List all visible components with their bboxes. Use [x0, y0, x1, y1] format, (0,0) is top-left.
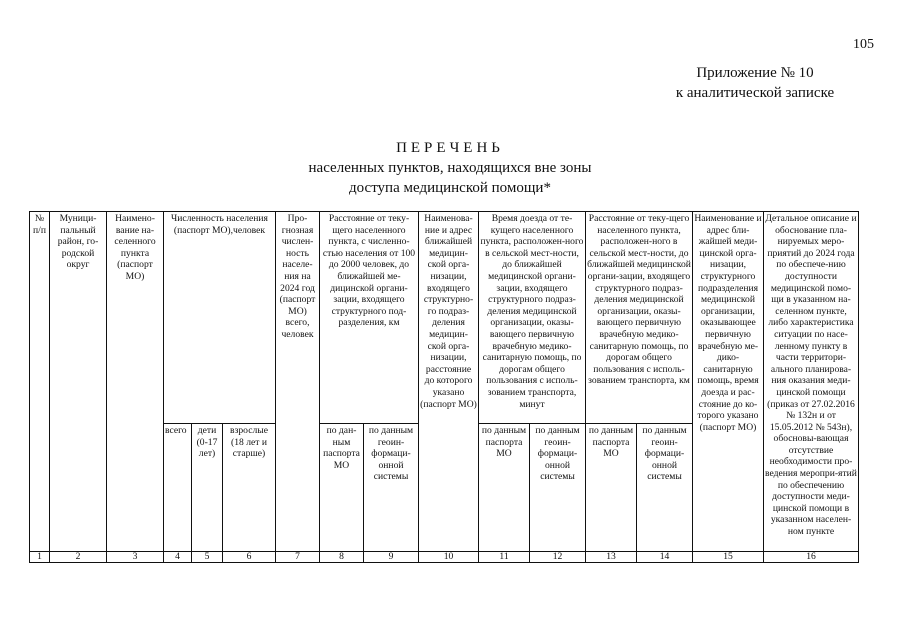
column-number: 16	[764, 552, 859, 563]
column-number: 1	[30, 552, 50, 563]
header-col-7: Про-гнозная числен-ность населе-ния на 2024 год (паспорт МО) всего, человек	[276, 212, 320, 552]
header-col-14: по данным геоин-формаци-онной системы	[637, 424, 693, 552]
header-col-4-6: Численность населения (паспорт МО),человек	[164, 212, 276, 424]
appendix-line-2: к аналитической записке	[675, 85, 835, 101]
header-col-13: по данным паспорта МО	[586, 424, 637, 552]
header-col-6: взрослые (18 лет и старше)	[223, 424, 276, 552]
header-col-4: всего	[164, 424, 192, 552]
title-line-2: населенных пунктов, находящихся вне зоны	[308, 160, 592, 176]
settlements-table	[29, 211, 859, 563]
column-number: 11	[479, 552, 530, 563]
appendix-caption	[645, 63, 865, 103]
page-number: 105	[853, 37, 874, 52]
column-number: 13	[586, 552, 637, 563]
header-col-8-9: Расстояние от теку-щего населенного пункта, с численно-стью населения от 100 до 2000 человек, до ближайшей ме-дицинской органи-зации, входящего структурного под-разделения, км	[320, 212, 419, 424]
column-number: 8	[320, 552, 364, 563]
header-col-13-14: Расстояние от теку-щего населенного пункта, расположен-ного в сельской мест-ности, до ближайшей медицинской органи-зации, входящего структурного подраз-деления медицинской организации, оказы-вающего первичную врачебную медико-санитарную помощь, по дорогам общего пользования с исполь-зованием транспорта, км	[586, 212, 693, 424]
header-col-11: по данным паспорта МО	[479, 424, 530, 552]
column-number-row	[30, 552, 859, 563]
header-row-1	[30, 212, 859, 424]
column-number: 4	[164, 552, 192, 563]
appendix-line-1: Приложение № 10	[696, 65, 814, 81]
column-number: 9	[364, 552, 419, 563]
column-number: 12	[530, 552, 586, 563]
column-number: 14	[637, 552, 693, 563]
header-col-10: Наименова-ние и адрес ближайшей медицин-ской орга-низации, входящего структурно-го подраз-деления медицин-ской орга-низации, расстояние до которого указано (паспорт МО)	[419, 212, 479, 552]
header-col-3: Наимено-вание на-селенного пункта (паспорт МО)	[107, 212, 164, 552]
header-col-5: дети (0-17 лет)	[192, 424, 223, 552]
header-col-12: по данным геоин-формаци-онной системы	[530, 424, 586, 552]
column-number: 15	[693, 552, 764, 563]
column-number: 6	[223, 552, 276, 563]
header-col-11-12: Время доезда от те-кущего населенного пункта, расположен-ного в сельской мест-ности, до ближайшей медицинской органи-зации, входящего структурного подраз-деления медицинской организации, оказы-вающего первичную врачебную медико-санитарную помощь, по дорогам общего пользования с исполь-зованием транспорта, минут	[479, 212, 586, 424]
header-col-2: Муници-пальный район, го-родской округ	[50, 212, 107, 552]
column-number: 2	[50, 552, 107, 563]
document-title	[240, 138, 660, 198]
column-number: 7	[276, 552, 320, 563]
header-col-15: Наименование и адрес бли-жайшей меди-цинской орга-низации, структурного подразделения медицинской организации, оказывающее первичную врачебную ме-дико-санитарную помощь, время доезда и рас-стояние до ко-торого указано (паспорт МО)	[693, 212, 764, 552]
title-line-3: доступа медицинской помощи*	[349, 180, 551, 196]
column-number: 10	[419, 552, 479, 563]
header-col-9: по данным геоин-формаци-онной системы	[364, 424, 419, 552]
title-line-1: ПЕРЕЧЕНЬ	[396, 140, 504, 156]
column-number: 5	[192, 552, 223, 563]
header-col-1: № п/п	[30, 212, 50, 552]
column-number: 3	[107, 552, 164, 563]
header-col-8: по дан-ным паспорта МО	[320, 424, 364, 552]
header-col-16: Детальное описание и обоснование пла-нируемых меро-приятий до 2024 года по обеспече-нию доступности медицинской помо-щи в указанном на-селенном пункте, либо характеристика ситуации по насе-ленному пункту в части территори-ального планирова-ния оказания меди-цинской помощи (приказ от 27.02.2016 № 132н и от 15.05.2012 № 543н), обосновы-вающая отсутствие необходимости про-ведения меропри-ятий по обеспечению доступности меди-цинской помощи в указанном населен-ном пункте	[764, 212, 859, 552]
